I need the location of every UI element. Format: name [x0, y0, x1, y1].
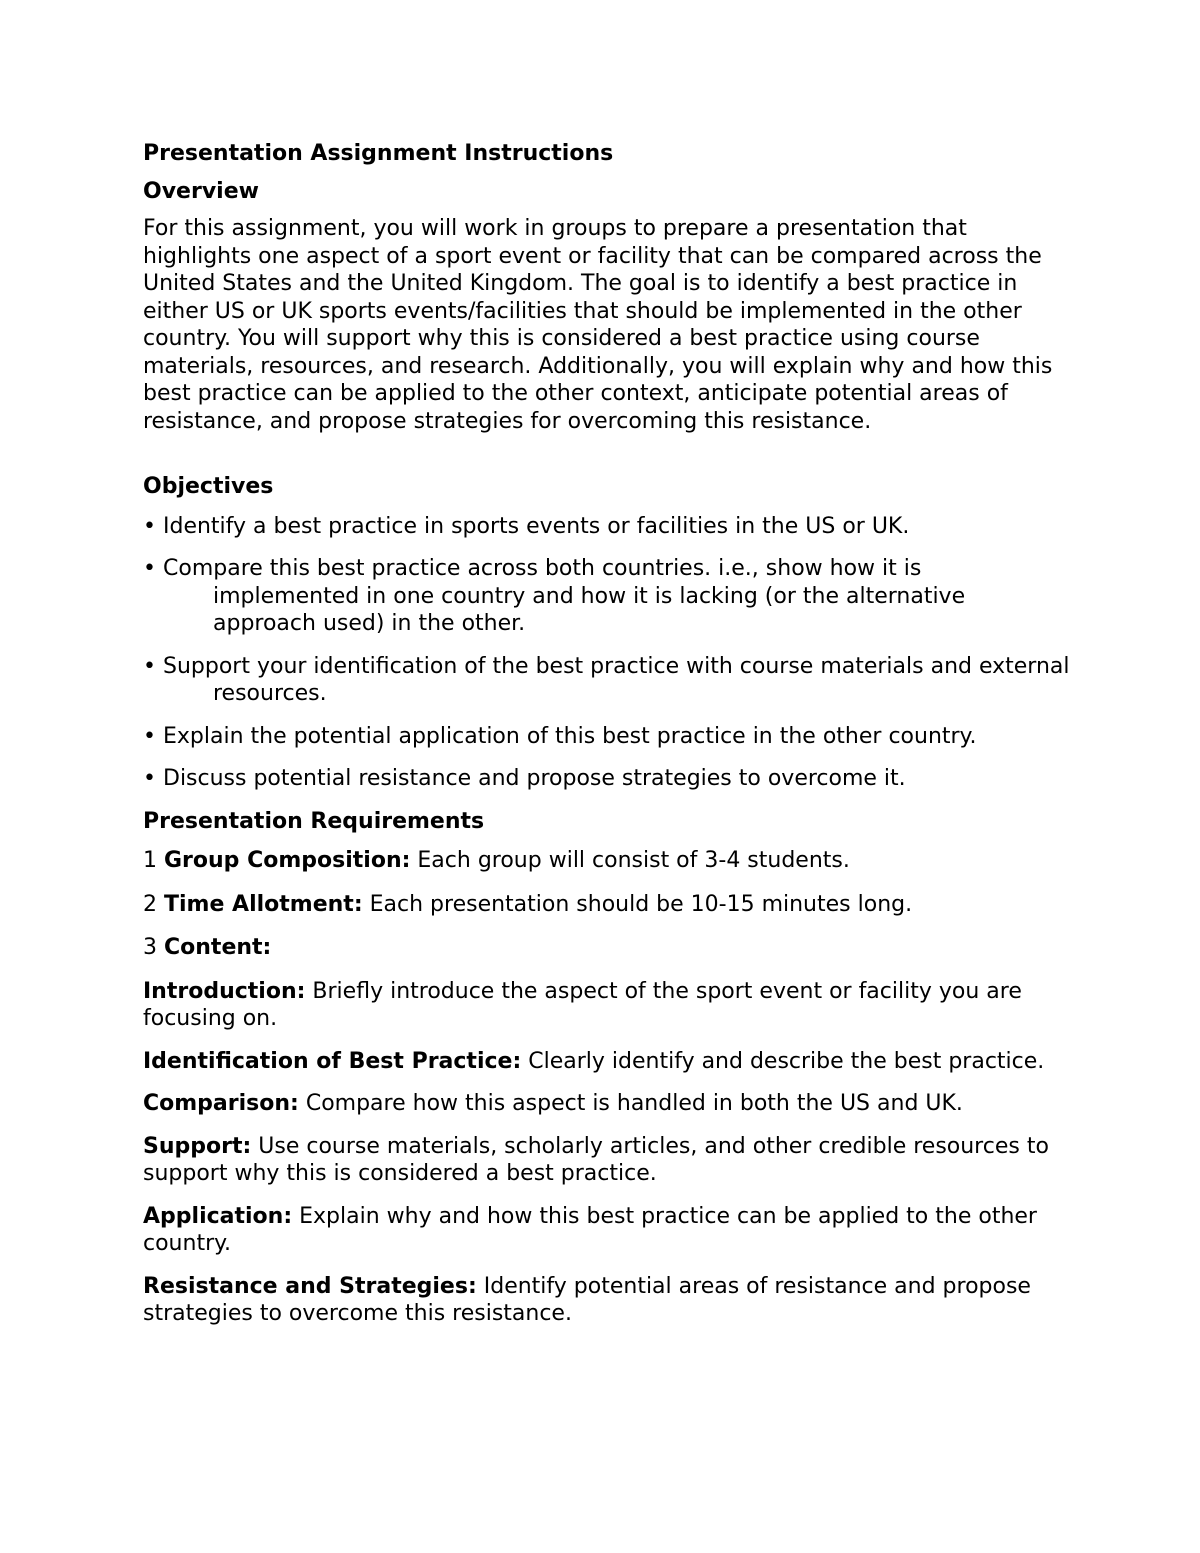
section-text: Identify potential areas of resistance and propose strategies to overcome this resistance.: [143, 1273, 1031, 1326]
bullet-icon: •: [143, 766, 156, 791]
objectives-heading: Objectives: [143, 474, 274, 499]
content-section: [143, 1048, 1073, 1076]
content-section: [143, 1273, 1073, 1328]
list-item-text: Identify a best practice in sports events or facilities in the US or UK.: [163, 513, 910, 539]
bullet-icon: •: [143, 723, 156, 749]
list-item: [143, 513, 1073, 541]
list-item: [143, 653, 1073, 708]
requirement-item: [143, 847, 1073, 875]
overview-text: For this assignment, you will work in groups to prepare a presentation that highlights one aspect of a sport event or facility that can be compared across the United States and the United Kingdom. The goal is to identify a best practice in either US or UK sports events/facilities that should be implemented in the other country. You will support why this is considered a best practice using course materials, resources, and research. Additionally, you will explain why and how this best practice can be applied to the other context, anticipate potential areas of resistance, and propose strategies for overcoming this resistance.: [143, 216, 1053, 434]
requirement-label: Group Composition:: [164, 848, 411, 873]
overview-heading: Overview: [143, 178, 259, 204]
section-label: Resistance and Strategies:: [143, 1273, 477, 1299]
list-item: [143, 555, 1073, 638]
list-item-text: Support your identification of the best practice with course materials and external resources.: [163, 653, 1070, 706]
section-text: Clearly identify and describe the best practice.: [528, 1048, 1045, 1074]
requirement-text: Each group will consist of 3-4 students.: [417, 848, 850, 873]
list-item-text: Explain the potential application of this best practice in the other country.: [163, 723, 977, 749]
requirement-number: 3: [143, 935, 157, 960]
list-item: [143, 765, 1073, 793]
section-label: Identification of Best Practice:: [143, 1048, 522, 1074]
section-label: Introduction:: [143, 978, 306, 1004]
objectives-list: [143, 513, 1073, 793]
requirement-item: [143, 934, 1073, 962]
section-text: Explain why and how this best practice can be applied to the other country.: [143, 1203, 1037, 1256]
requirement-label: Content:: [164, 935, 272, 960]
content-section: [143, 1203, 1073, 1258]
page-title: Presentation Assignment Instructions: [143, 141, 614, 166]
section-text: Compare how this aspect is handled in both the US and UK.: [305, 1091, 963, 1116]
list-item: [143, 723, 1073, 751]
section-label: Comparison:: [143, 1091, 299, 1116]
content-section: [143, 1133, 1073, 1188]
bullet-icon: •: [143, 653, 156, 679]
section-text: Use course materials, scholarly articles, and other credible resources to support why this is considered a best practice.: [143, 1133, 1049, 1186]
list-item-text: Discuss potential resistance and propose strategies to overcome it.: [163, 766, 906, 791]
bullet-icon: •: [143, 513, 156, 539]
document-page: [143, 140, 1073, 1343]
requirement-item: [143, 891, 1073, 919]
list-item-text: Compare this best practice across both countries. i.e., show how it is implemented in one country and how it is lacking (or the alternative approach used) in the other.: [163, 556, 966, 636]
requirement-text: Each presentation should be 10-15 minutes long.: [369, 891, 913, 917]
content-section: [143, 1090, 1073, 1118]
section-text: Briefly introduce the aspect of the sport event or facility you are focusing on.: [143, 978, 1022, 1031]
bullet-icon: •: [143, 556, 156, 581]
content-section: [143, 978, 1073, 1033]
requirement-label: Time Allotment:: [164, 891, 363, 917]
requirements-heading: Presentation Requirements: [143, 808, 485, 834]
section-label: Application:: [143, 1203, 293, 1229]
requirement-number: 2: [143, 891, 157, 917]
requirement-number: 1: [143, 848, 157, 873]
section-label: Support:: [143, 1133, 252, 1159]
